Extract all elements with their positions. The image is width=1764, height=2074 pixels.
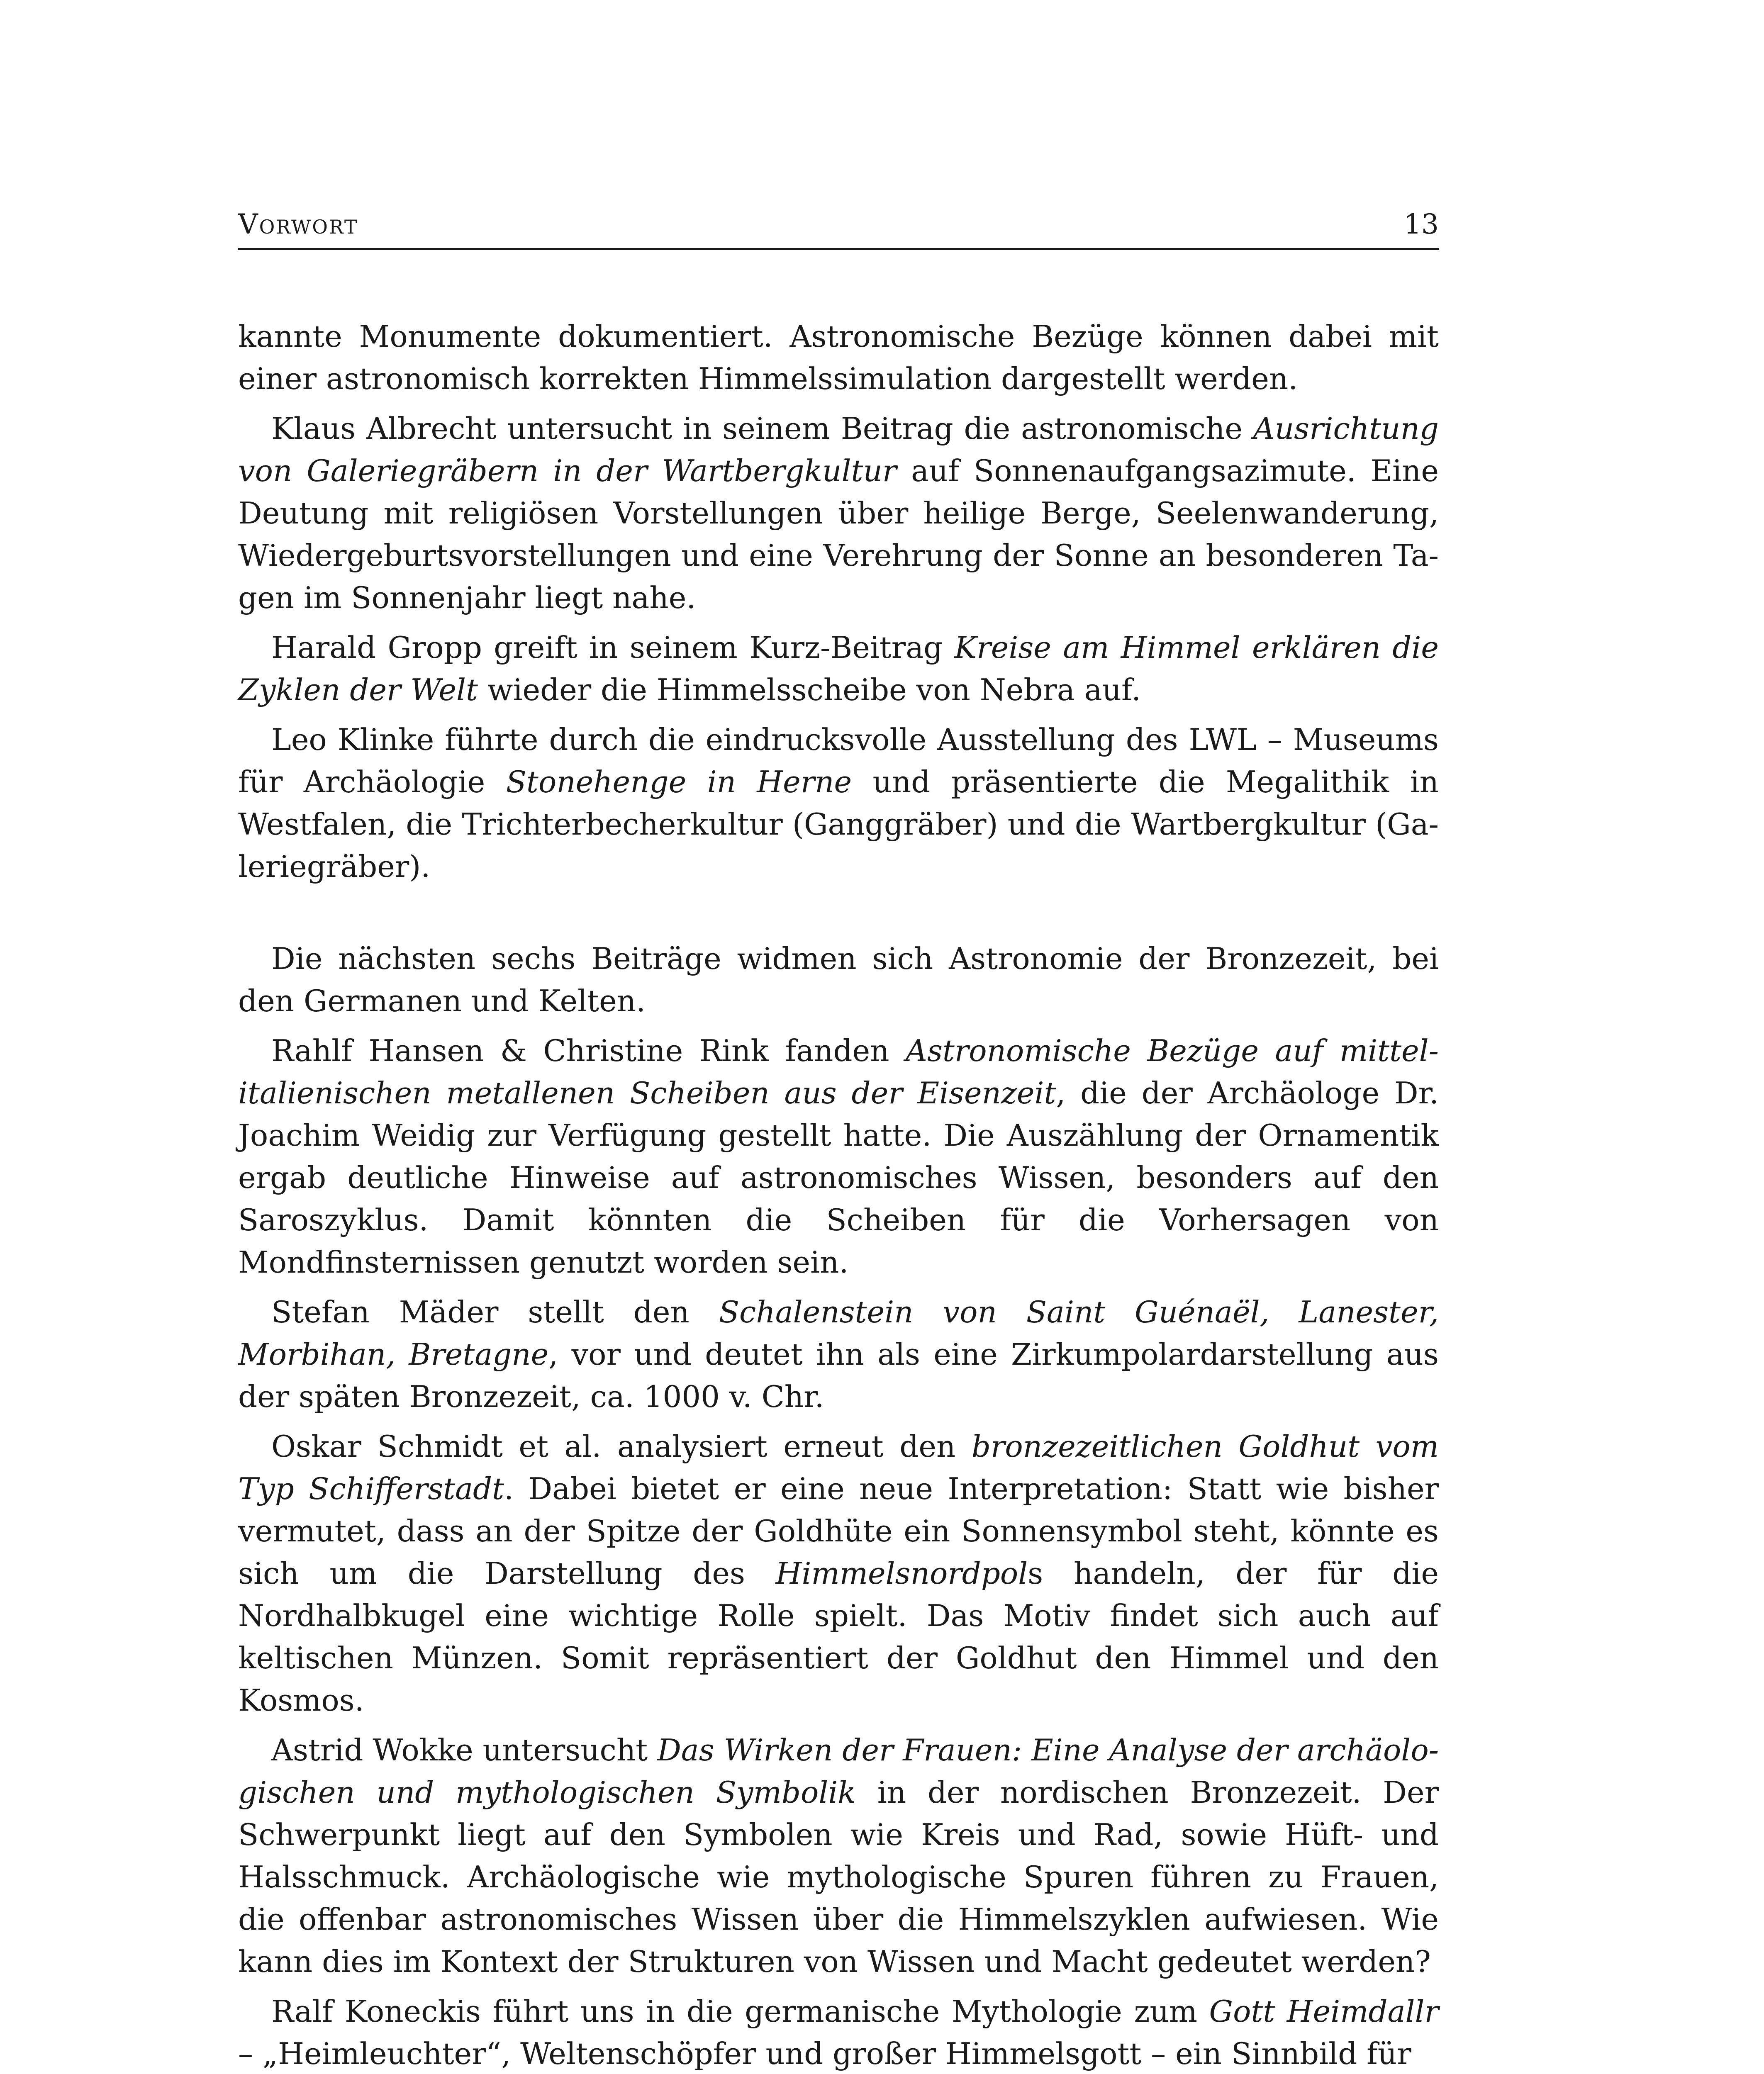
text-run: und präsentierte die Megalithik in Westfalen, die Trichterbecherkultur (Ganggräber) und die Wartbergkultur (Galeriegräber). xyxy=(238,764,1439,884)
running-header xyxy=(238,208,1439,250)
paragraph xyxy=(238,1425,1439,1721)
text-run: . Dabei bietet er eine neue Interpretation: Statt wie bisher vermutet, dass an der Spitze der Goldhüte ein Sonnensymbol steht, könnte es sich um die Darstellung des xyxy=(238,1471,1439,1591)
paragraph xyxy=(238,407,1439,619)
body-text xyxy=(238,315,1439,2074)
italic-title-run: Himmelsnordpol xyxy=(775,1556,1028,1591)
text-run: Klaus Albrecht untersucht in seinem Beitrag die astronomische xyxy=(271,411,1253,446)
italic-title-run: Stonehenge in Herne xyxy=(506,764,852,799)
text-run: s handeln, der für die Nordhalbkugel eine wichtige Rolle spielt. Das Motiv findet sich auch auf keltischen Münzen. Somit repräsentiert der Goldhut den Himmel und den Kosmos. xyxy=(238,1556,1439,1718)
text-run: Die nächsten sechs Beiträge widmen sich Astronomie der Bronzezeit, bei den Germanen und Kelten. xyxy=(238,941,1439,1018)
text-run: Leo Klinke führte durch die eindrucksvolle Ausstellung des LWL – Museums für Archäologie xyxy=(238,722,1439,799)
text-run: – „Heimleuchter“, Weltenschöpfer und großer Himmelsgott – ein Sinnbild für xyxy=(238,2036,1411,2071)
page-number: 13 xyxy=(1404,208,1439,240)
italic-title-run: Astronomische Bezüge auf mittelitalienischen metallenen Scheiben aus der Eisenzeit xyxy=(238,1033,1439,1110)
text-run: Harald Gropp greift in seinem Kurz-Beitrag xyxy=(271,630,955,665)
italic-title-run: Gott Heimdallr xyxy=(1209,1994,1439,2029)
paragraph xyxy=(238,626,1439,711)
italic-title-run: Kreise am Himmel erklären die Zyklen der Welt xyxy=(238,630,1439,707)
paragraph xyxy=(238,1030,1439,1283)
text-run: , die der Archäologe Dr. Joachim Weidig zur Verfügung gestellt hatte. Die Auszählung der Ornamentik ergab deutliche Hinweise auf astronomisches Wissen, besonders auf den Saroszyklus. Damit könnten die Scheiben für die Vorhersagen von Mondfinsternissen genutzt worden sein. xyxy=(238,1076,1439,1280)
paragraph xyxy=(238,937,1439,1022)
text-run: Oskar Schmidt et al. analysiert erneut den xyxy=(271,1429,972,1464)
text-run: kannte Monumente dokumentiert. Astronomische Bezüge können dabei mit einer astronomisch korrekten Himmelssimulation dargestellt werden. xyxy=(238,319,1439,396)
text-run: in der nordischen Bronzezeit. Der Schwerpunkt liegt auf den Symbolen wie Kreis und Rad, sowie Hüft- und Halsschmuck. Archäologische wie mythologische Spuren führen zu Frauen, die offenbar astronomisches Wissen über die Himmelszyklen aufwiesen. Wie kann dies im Kontext der Strukturen von Wissen und Macht gedeutet werden? xyxy=(238,1775,1439,1979)
text-run: Ralf Koneckis führt uns in die germanische Mythologie zum xyxy=(271,1994,1209,2029)
italic-title-run: Ausrichtung von Galeriegräbern in der Wartbergkultur xyxy=(238,411,1439,488)
paragraph xyxy=(238,718,1439,888)
text-run: Astrid Wokke untersucht xyxy=(271,1733,658,1767)
running-header-title: Vorwort xyxy=(238,208,358,240)
paragraph xyxy=(238,315,1439,400)
text-run: Rahlf Hansen & Christine Rink fanden xyxy=(271,1033,906,1068)
text-run: auf Sonnenaufgangsazimute. Eine Deutung mit religiösen Vorstellungen über heilige Berge, Seelenwanderung, Wiedergeburtsvorstellungen und eine Verehrung der Sonne an besonderen Tagen im Sonnenjahr liegt nahe. xyxy=(238,453,1439,615)
text-run: Stefan Mäder stellt den xyxy=(271,1295,719,1329)
paragraph xyxy=(238,1990,1439,2074)
italic-title-run: bronzezeitlichen Goldhut vom Typ Schifferstadt xyxy=(238,1429,1439,1506)
text-run: wieder die Himmelsscheibe von Nebra auf. xyxy=(478,672,1141,707)
italic-title-run: Schalenstein von Saint Guénaël, Lanester, Morbihan, Bretagne xyxy=(238,1295,1439,1372)
italic-title-run: Das Wirken der Frauen: Eine Analyse der archäologischen und mythologischen Symbolik xyxy=(238,1733,1439,1810)
paragraph xyxy=(238,1291,1439,1418)
paragraph xyxy=(238,1729,1439,1983)
text-run: , vor und deutet ihn als eine Zirkumpolardarstellung aus der späten Bronzezeit, ca. 1000 v. Chr. xyxy=(238,1337,1439,1414)
